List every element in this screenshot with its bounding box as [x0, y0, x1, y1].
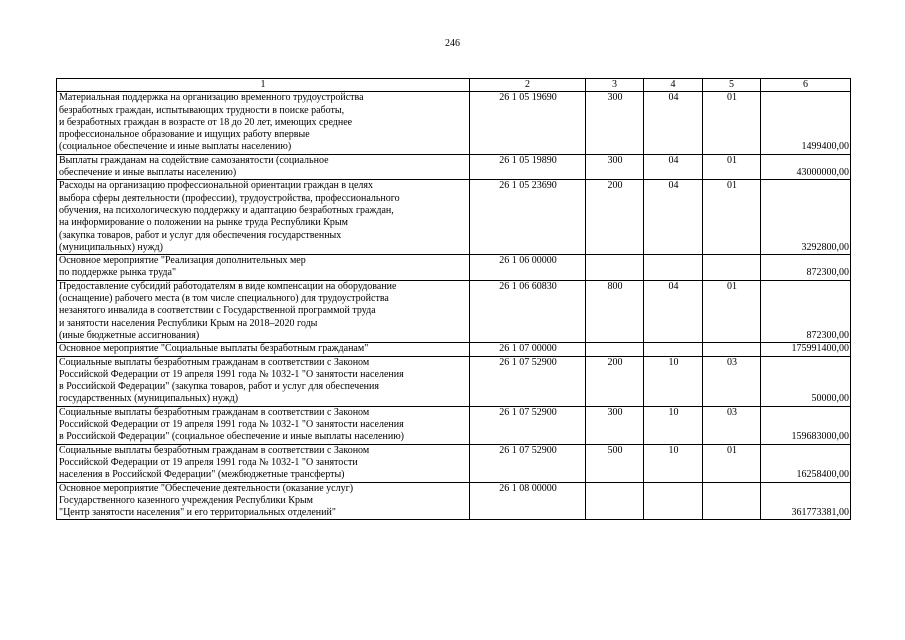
row-target-code: 26 1 07 52900 [470, 406, 586, 444]
row-subsection: 01 [703, 154, 761, 180]
row-subsection: 01 [703, 444, 761, 482]
table-row [57, 154, 851, 180]
column-header: 1 [57, 79, 470, 92]
page-number: 246 [445, 38, 460, 49]
row-section [644, 255, 703, 281]
row-section [644, 343, 703, 356]
row-amount: 50000,00 [761, 356, 851, 406]
row-description: Социальные выплаты безработным гражданам в соответствии с Законом Российской Федерации от 19 апреля 1991 года № 1032-1 "О занятости населения в Российской Федерации" (межбюджетные трансферты) [57, 444, 470, 482]
row-description: Расходы на организацию профессиональной ориентации граждан в целях выбора сферы деятельности (профессии), трудоустройства, профессионального обучения, на психологическую поддержку и адаптацию безработных граждан, на информирование о положении на рынке труда Республики Крым (закупка товаров, работ и услуг для обеспечения государственных (муниципальных) нужд) [57, 180, 470, 255]
table-row [57, 482, 851, 520]
row-subsection [703, 343, 761, 356]
row-amount: 872300,00 [761, 255, 851, 281]
table-row [57, 92, 851, 154]
row-target-code: 26 1 05 19890 [470, 154, 586, 180]
row-subsection [703, 482, 761, 520]
table-row [57, 180, 851, 255]
row-target-code: 26 1 07 52900 [470, 356, 586, 406]
row-subsection: 01 [703, 280, 761, 342]
table-header-row [57, 79, 851, 92]
row-description: Выплаты гражданам на содействие самозанятости (социальное обеспечение и иные выплаты населению) [57, 154, 470, 180]
row-expense-type: 300 [586, 154, 644, 180]
row-subsection: 03 [703, 406, 761, 444]
row-amount: 3292800,00 [761, 180, 851, 255]
row-amount: 361773381,00 [761, 482, 851, 520]
row-expense-type: 200 [586, 180, 644, 255]
row-section: 04 [644, 280, 703, 342]
row-expense-type: 300 [586, 92, 644, 154]
row-description: Основное мероприятие "Социальные выплаты безработным гражданам" [57, 343, 470, 356]
row-amount: 175991400,00 [761, 343, 851, 356]
row-amount: 872300,00 [761, 280, 851, 342]
row-target-code: 26 1 06 00000 [470, 255, 586, 281]
row-subsection: 01 [703, 92, 761, 154]
row-section: 10 [644, 406, 703, 444]
row-section: 10 [644, 444, 703, 482]
row-amount: 159683000,00 [761, 406, 851, 444]
column-header: 6 [761, 79, 851, 92]
row-amount: 43000000,00 [761, 154, 851, 180]
row-description: Предоставление субсидий работодателям в виде компенсации на оборудование (оснащение) рабочего места (в том числе специального) для трудоустройства незанятого инвалида в соответствии с Государственной программой труда и занятости населения Республики Крым на 2018–2020 годы (иные бюджетные ассигнования) [57, 280, 470, 342]
budget-table [56, 78, 851, 520]
row-amount: 1499400,00 [761, 92, 851, 154]
row-subsection: 01 [703, 180, 761, 255]
column-header: 4 [644, 79, 703, 92]
column-header: 2 [470, 79, 586, 92]
row-target-code: 26 1 05 19690 [470, 92, 586, 154]
table-row [57, 280, 851, 342]
row-description: Основное мероприятие "Реализация дополнительных мер по поддержке рынка труда" [57, 255, 470, 281]
row-expense-type: 800 [586, 280, 644, 342]
row-section: 04 [644, 154, 703, 180]
table-row [57, 255, 851, 281]
row-description: Материальная поддержка на организацию временного трудоустройства безработных граждан, испытывающих трудности в поиске работы, и безработных граждан в возрасте от 18 до 20 лет, имеющих среднее профессиональное образование и ищущих работу впервые (социальное обеспечение и иные выплаты населению) [57, 92, 470, 154]
row-target-code: 26 1 08 00000 [470, 482, 586, 520]
row-section: 04 [644, 92, 703, 154]
row-expense-type: 300 [586, 406, 644, 444]
row-expense-type [586, 343, 644, 356]
row-section [644, 482, 703, 520]
row-description: Социальные выплаты безработным гражданам в соответствии с Законом Российской Федерации от 19 апреля 1991 года № 1032-1 "О занятости населения в Российской Федерации" (социальное обеспечение и иные выплаты населению) [57, 406, 470, 444]
row-amount: 16258400,00 [761, 444, 851, 482]
row-expense-type: 500 [586, 444, 644, 482]
row-expense-type [586, 255, 644, 281]
row-description: Социальные выплаты безработным гражданам в соответствии с Законом Российской Федерации от 19 апреля 1991 года № 1032-1 "О занятости населения в Российской Федерации" (закупка товаров, работ и услуг для обеспечения государственных (муниципальных) нужд) [57, 356, 470, 406]
table-row [57, 444, 851, 482]
row-target-code: 26 1 07 52900 [470, 444, 586, 482]
row-target-code: 26 1 05 23690 [470, 180, 586, 255]
row-description: Основное мероприятие "Обеспечение деятельности (оказание услуг) Государственного казенного учреждения Республики Крым "Центр занятости населения" и его территориальных отделений" [57, 482, 470, 520]
row-target-code: 26 1 07 00000 [470, 343, 586, 356]
table-row [57, 356, 851, 406]
column-header: 5 [703, 79, 761, 92]
column-header: 3 [586, 79, 644, 92]
table-row [57, 406, 851, 444]
row-expense-type [586, 482, 644, 520]
row-target-code: 26 1 06 60830 [470, 280, 586, 342]
table-row [57, 343, 851, 356]
row-subsection: 03 [703, 356, 761, 406]
row-expense-type: 200 [586, 356, 644, 406]
row-subsection [703, 255, 761, 281]
row-section: 10 [644, 356, 703, 406]
row-section: 04 [644, 180, 703, 255]
